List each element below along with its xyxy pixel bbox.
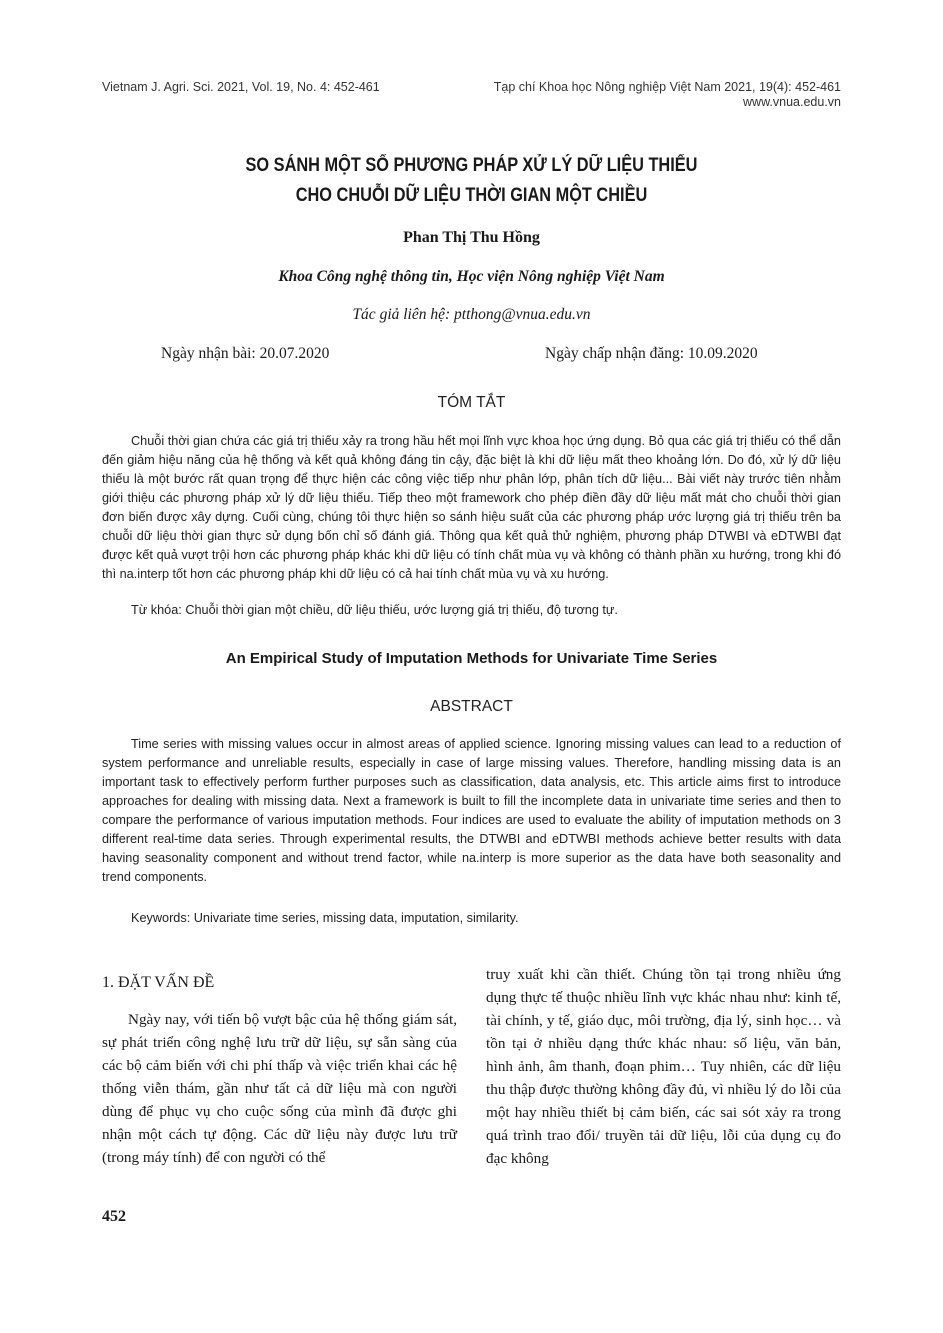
page-number: 452 [102,1208,126,1225]
author-affiliation: Khoa Công nghệ thông tin, Học viện Nông nghiệp Việt Nam [278,268,665,285]
journal-citation-vn: Tạp chí Khoa học Nông nghiệp Việt Nam 2021, 19(4): 452-461 [493,80,841,94]
left-column-paragraph: Ngày nay, với tiến bộ vượt bậc của hệ thống giám sát, sự phát triển công nghệ lưu trữ dữ liệu, sự sẵn sàng của các bộ cảm biến với chi phí thấp và việc triển khai các hệ thống viễn thám, gần như tất cả dữ liệu mà con người dùng để phục vụ cho cuộc sống của mình đã được ghi nhận một cách tự động. Các dữ liệu này được lưu trữ (trong máy tính) để con người có thể [102,1011,457,1166]
en-keywords: Keywords: Univariate time series, missing data, imputation, similarity. [131,911,519,925]
english-title: An Empirical Study of Imputation Methods for Univariate Time Series [225,650,718,667]
journal-header-vn [494,80,841,110]
journal-header-en: Vietnam J. Agri. Sci. 2021, Vol. 19, No. 4: 452-461 [102,80,380,94]
en-abstract-heading: ABSTRACT [430,698,513,715]
date-received: Ngày nhận bài: 20.07.2020 [161,345,330,362]
left-column [102,1008,457,1169]
journal-website: www.vnua.edu.vn [743,95,841,109]
author-name: Phan Thị Thu Hồng [403,229,540,246]
paper-title [154,151,790,211]
right-column [486,963,841,1170]
paper-title-line1: SO SÁNH MỘT SỐ PHƯƠNG PHÁP XỬ LÝ DỮ LIỆU THIẾU [245,155,698,176]
en-abstract-body: Time series with missing values occur in almost areas of applied science. Ignoring missing values can lead to a reduction of system performance and unreliable results, especially in case of large missing values. Therefore, handling missing data is an important task to effectively perform further purposes such as classification, data analysis, etc. This article aims first to introduce approaches for dealing with missing data. Next a framework is built to fill the incomplete data in univariate time series and then to compare the performance of various imputation methods. Four indices are used to evaluate the ability of imputation methods on 3 different real-time data series. Through experimental results, the DTWBI and eDTWBI methods achieve better results with data having seasonality component and without trend factor, while na.interp is more superior as the data have both seasonality and trend components. [102,737,841,884]
corresponding-author: Tác giả liên hệ: ptthong@vnua.edu.vn [352,306,591,323]
vn-abstract-body: Chuỗi thời gian chứa các giá trị thiếu xảy ra trong hầu hết mọi lĩnh vực khoa học ứng dụng. Bỏ qua các giá trị thiếu có thể dẫn đến giảm hiệu năng của hệ thống và kết quả không đáng tin cậy, đặc biệt là khi dữ liệu mất theo khoảng lớn. Do đó, xử lý dữ liệu thiếu là một bước rất quan trọng để thực hiện các công việc tiếp như phân lớp, phân tích dữ liệu... Bài viết này trước tiên nhằm giới thiệu các phương pháp xử lý dữ liệu thiếu. Tiếp theo một framework cho phép điền đầy dữ liệu mất mát cho chuỗi thời gian đơn biến được xây dựng. Cuối cùng, chúng tôi thực hiện so sánh hiệu suất của các phương pháp ước lượng giá trị thiếu trên ba chuỗi dữ liệu thời gian thực sử dụng bốn chỉ số đánh giá. Thông qua kết quả thử nghiệm, phương pháp DTWBI và eDTWBI đạt được kết quả vượt trội hơn các phương pháp khác khi dữ liệu có tính chất mùa vụ và không có thành phần xu hướng, trong khi đó thì na.interp tốt hơn các phương pháp khi dữ liệu có cả hai tính chất mùa vụ và xu hướng. [102,434,841,581]
vn-abstract [102,432,841,584]
paper-title-line2: CHO CHUỖI DỮ LIỆU THỜI GIAN MỘT CHIỀU [295,185,648,206]
date-accepted: Ngày chấp nhận đăng: 10.09.2020 [545,345,758,362]
vn-keywords: Từ khóa: Chuỗi thời gian một chiều, dữ liệu thiếu, ước lượng giá trị thiếu, độ tương tự. [131,603,618,617]
en-abstract [102,735,841,887]
section-heading-introduction: 1. ĐẶT VẤN ĐỀ [102,974,215,991]
vn-abstract-heading: TÓM TẮT [437,394,506,411]
right-column-paragraph: truy xuất khi cần thiết. Chúng tồn tại trong nhiều ứng dụng thực tế thuộc nhiều lĩnh vực khác nhau như: kinh tế, tài chính, y tế, giáo dục, môi trường, địa lý, sinh học… và tồn tại ở nhiều dạng thức khác nhau: số liệu, văn bản, hình ảnh, âm thanh, đoạn phim… Tuy nhiên, các dữ liệu thu thập được thường không đầy đủ, vì nhiều lý do lỗi của một hay nhiều thiết bị cảm biến, các sai sót xảy ra trong quá trình trao đổi/ truyền tải dữ liệu, lỗi của dụng cụ đo đạc không [486,966,841,1167]
